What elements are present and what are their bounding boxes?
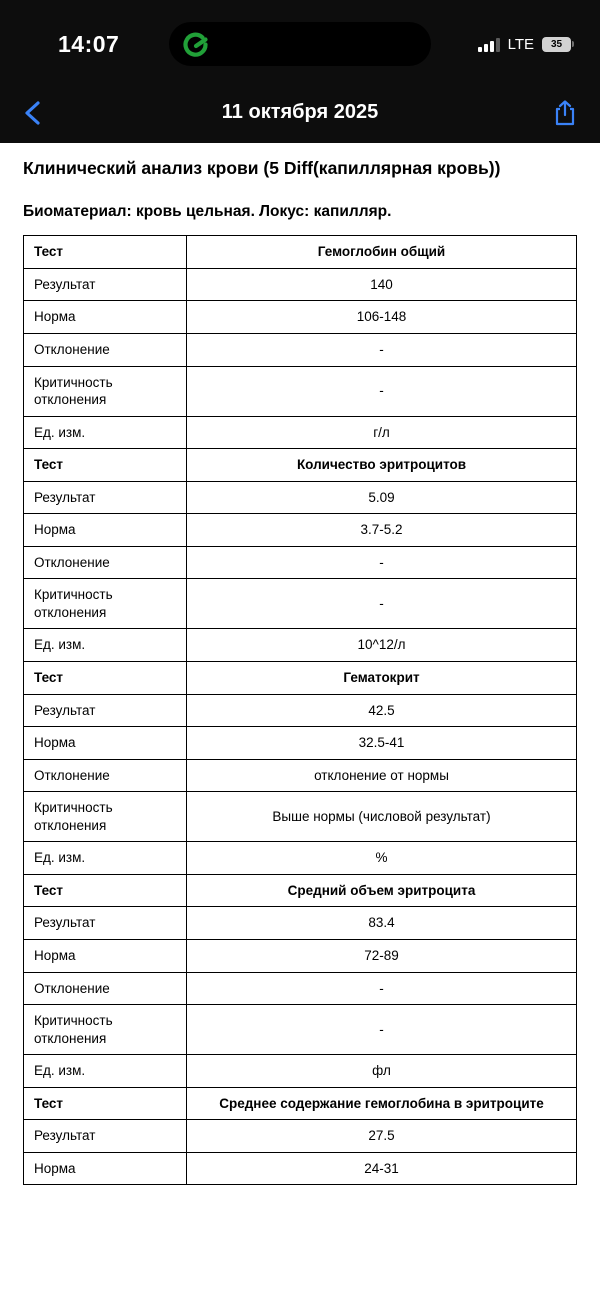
row-value: - [187, 366, 577, 416]
row-value: Гематокрит [187, 662, 577, 695]
row-value: Количество эритроцитов [187, 449, 577, 482]
cellular-signal-icon [478, 37, 500, 52]
test-norm-row [24, 514, 577, 547]
row-label: Отклонение [24, 972, 187, 1005]
row-label: Тест [24, 449, 187, 482]
row-label: Отклонение [24, 546, 187, 579]
row-value: Выше нормы (числовой результат) [187, 792, 577, 842]
row-value: отклонение от нормы [187, 759, 577, 792]
test-result-row [24, 268, 577, 301]
row-value: - [187, 1005, 577, 1055]
row-label: Отклонение [24, 334, 187, 367]
test-result-row [24, 481, 577, 514]
row-value: 42.5 [187, 694, 577, 727]
row-value: 10^12/л [187, 629, 577, 662]
row-label: Ед. изм. [24, 842, 187, 875]
navigation-bar [0, 88, 600, 143]
test-norm-row [24, 1152, 577, 1185]
report-title: Клинический анализ крови (5 Diff(капиллярная кровь)) [23, 158, 501, 178]
share-icon [552, 99, 578, 127]
lab-results-table [23, 235, 577, 1185]
row-value: 27.5 [187, 1120, 577, 1153]
row-value: 24-31 [187, 1152, 577, 1185]
row-label: Тест [24, 662, 187, 695]
row-value: 5.09 [187, 481, 577, 514]
test-header-row [24, 874, 577, 907]
row-label: Норма [24, 514, 187, 547]
row-label: Норма [24, 939, 187, 972]
report-subtitle: Биоматериал: кровь цельная. Локус: капилляр. [23, 203, 392, 221]
row-value: фл [187, 1055, 577, 1088]
row-value: % [187, 842, 577, 875]
dynamic-island [169, 22, 431, 66]
test-criticality-row [24, 1005, 577, 1055]
test-criticality-row [24, 366, 577, 416]
test-header-row [24, 236, 577, 269]
row-label: Результат [24, 907, 187, 940]
chevron-left-icon [22, 100, 46, 126]
battery-icon [542, 37, 574, 52]
test-unit-row [24, 842, 577, 875]
test-norm-row [24, 301, 577, 334]
row-value: - [187, 972, 577, 1005]
row-label: Тест [24, 1087, 187, 1120]
test-result-row [24, 907, 577, 940]
app-header [0, 0, 600, 143]
row-value: Гемоглобин общий [187, 236, 577, 269]
status-indicators [478, 36, 574, 53]
row-label: Критичность отклонения [24, 366, 187, 416]
row-label: Критичность отклонения [24, 792, 187, 842]
battery-percent: 35 [542, 37, 571, 52]
test-criticality-row [24, 792, 577, 842]
test-unit-row [24, 629, 577, 662]
row-label: Ед. изм. [24, 1055, 187, 1088]
row-value: 106-148 [187, 301, 577, 334]
row-value: - [187, 334, 577, 367]
test-result-row [24, 694, 577, 727]
row-label: Тест [24, 874, 187, 907]
lab-table-body [24, 236, 577, 1185]
back-button[interactable] [22, 100, 46, 126]
row-label: Результат [24, 1120, 187, 1153]
row-label: Результат [24, 481, 187, 514]
test-deviation-row [24, 759, 577, 792]
share-button[interactable] [552, 99, 578, 127]
test-header-row [24, 1087, 577, 1120]
test-deviation-row [24, 334, 577, 367]
row-value: - [187, 546, 577, 579]
row-value: 140 [187, 268, 577, 301]
row-value: 32.5-41 [187, 727, 577, 760]
test-norm-row [24, 727, 577, 760]
test-header-row [24, 449, 577, 482]
row-label: Норма [24, 1152, 187, 1185]
row-value: Средний объем эритроцита [187, 874, 577, 907]
test-header-row [24, 662, 577, 695]
row-label: Результат [24, 694, 187, 727]
row-label: Критичность отклонения [24, 579, 187, 629]
row-label: Норма [24, 301, 187, 334]
test-unit-row [24, 1055, 577, 1088]
row-label: Результат [24, 268, 187, 301]
row-value: 72-89 [187, 939, 577, 972]
row-value: 83.4 [187, 907, 577, 940]
page-title: 11 октября 2025 [221, 101, 379, 123]
test-unit-row [24, 416, 577, 449]
test-deviation-row [24, 546, 577, 579]
app-logo-icon [182, 31, 209, 58]
status-bar [0, 0, 600, 88]
row-value: Среднее содержание гемоглобина в эритроците [187, 1087, 577, 1120]
test-criticality-row [24, 579, 577, 629]
row-label: Норма [24, 727, 187, 760]
status-time: 14:07 [58, 30, 120, 57]
row-label: Ед. изм. [24, 416, 187, 449]
test-deviation-row [24, 972, 577, 1005]
row-value: г/л [187, 416, 577, 449]
battery-nub [572, 41, 574, 47]
network-type-label: LTE [507, 35, 534, 53]
row-label: Тест [24, 236, 187, 269]
test-result-row [24, 1120, 577, 1153]
test-norm-row [24, 939, 577, 972]
row-value: - [187, 579, 577, 629]
row-label: Критичность отклонения [24, 1005, 187, 1055]
row-label: Ед. изм. [24, 629, 187, 662]
row-value: 3.7-5.2 [187, 514, 577, 547]
row-label: Отклонение [24, 759, 187, 792]
report-content [0, 143, 600, 1185]
